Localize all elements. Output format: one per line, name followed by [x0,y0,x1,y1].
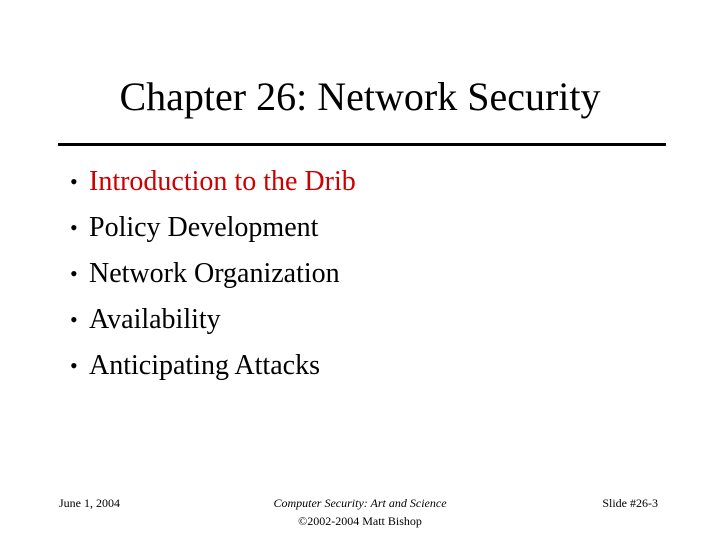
title-divider [58,143,666,146]
slide-title: Chapter 26: Network Security [119,74,601,119]
bullet-item [70,348,356,394]
bullet-marker: • [70,353,78,378]
bullet-text: Availability [89,304,221,335]
footer-date: June 1, 2004 [59,496,120,510]
bullet-text: Policy Development [89,212,319,243]
bullet-text: Network Organization [89,258,340,289]
bullet-marker: • [70,215,78,240]
footer-credit [230,494,490,530]
bullet-item [70,256,356,302]
footer-copyright: ©2002-2004 Matt Bishop [298,514,422,528]
bullet-marker: • [70,169,78,194]
bullet-list [70,164,356,394]
footer-work-title: Computer Security: Art and Science [273,496,447,510]
bullet-marker: • [70,261,78,286]
bullet-item [70,210,356,256]
bullet-text: Anticipating Attacks [89,350,320,381]
footer-slide-number: Slide #26-3 [602,496,658,510]
bullet-marker: • [70,307,78,332]
bullet-text: Introduction to the Drib [89,166,356,197]
bullet-item [70,164,356,210]
bullet-item [70,302,356,348]
